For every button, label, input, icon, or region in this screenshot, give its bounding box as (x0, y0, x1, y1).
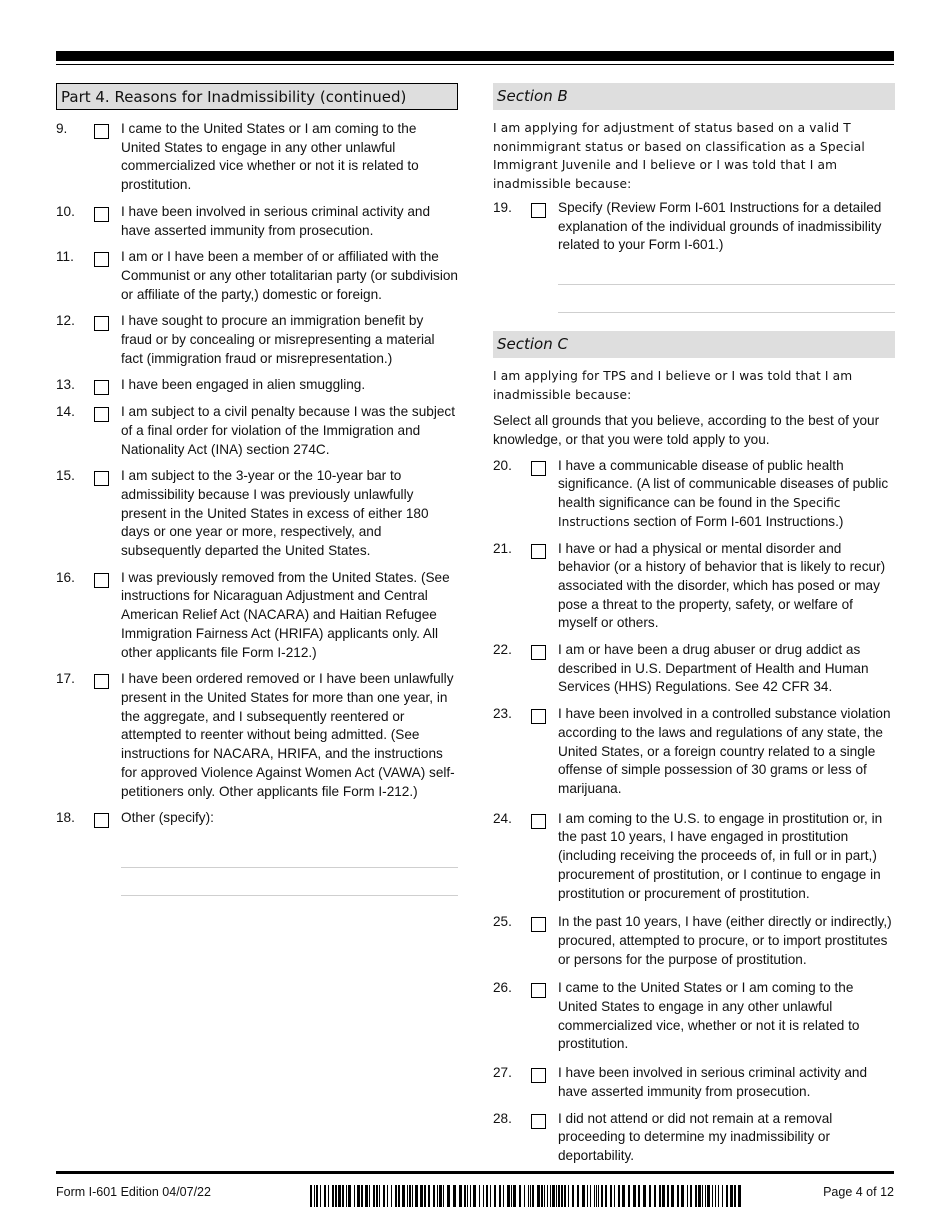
section-b-header: Section B (493, 83, 895, 110)
item-text: I am subject to a civil penalty because I was the subject of a final order for violation of the Immigration and Nationality Act (INA) section 274C. (121, 404, 455, 457)
page-number: Page 4 of 12 (823, 1185, 894, 1199)
specific-instructions-ref: Specific Instructions (558, 496, 841, 529)
item-text: In the past 10 years, I have (either directly or indirectly,) procured, attempted to procure, or to import prostitutes or persons for the purpose of prostitution. (558, 914, 892, 967)
item-number: 21. (493, 540, 512, 556)
item-number: 16. (56, 569, 75, 585)
section-c-intro: I am applying for TPS and I believe or I was told that I am inadmissible because: (493, 368, 853, 402)
item-19 (493, 199, 895, 255)
item-text (558, 457, 895, 532)
right-column (493, 83, 895, 1166)
item-text: I have been involved in serious criminal activity and have asserted immunity from prosecution. (558, 1065, 868, 1099)
item-number: 22. (493, 642, 512, 658)
item-number: 14. (56, 404, 75, 420)
item-text: I came to the United States or I am coming to the United States to engage in any other unlawful commercialized vice, whether or not it is related to prostitution. (558, 980, 860, 1052)
item-number: 25. (493, 914, 512, 930)
item-text: I have been ordered removed or I have been unlawfully present in the United States for more than one year, in the aggregate, and I subsequently reentered or attempted to reenter without being admitted. (See instructions for NACARA, HRIFA, and the instructions for approved Violence Against Women Act (VAWA) self-petitioners only. Other applicants file Form I-212.) (121, 671, 455, 799)
item-number: 18. (56, 810, 75, 826)
item-text: Other (specify): (121, 810, 214, 826)
item-number: 10. (56, 203, 75, 219)
left-column (56, 83, 458, 896)
item-text: I am subject to the 3-year or the 10-year bar to admissibility because I was previously unlawfully present in the United States in excess of either 180 days or one year or more, respectively, and subsequently departed the United States. (121, 468, 429, 559)
item-18 (56, 809, 458, 828)
item-14 (56, 403, 458, 459)
checkbox-item-12[interactable] (94, 316, 109, 331)
item-11 (56, 248, 458, 304)
item-20 (493, 457, 895, 532)
item-text: I am or I have been a member of or affiliated with the Communist or any other totalitarian party (or subdivision or affiliate of the party,) domestic or foreign. (121, 249, 458, 302)
item-10 (56, 203, 458, 240)
item-number: 20. (493, 457, 512, 473)
checkbox-item-25[interactable] (531, 917, 546, 932)
checkbox-item-28[interactable] (531, 1114, 546, 1129)
item-9 (56, 120, 458, 195)
checkbox-item-26[interactable] (531, 983, 546, 998)
item-text-part: section of Form I-601 Instructions.) (629, 513, 844, 529)
bottom-rule (56, 1171, 894, 1174)
item-24 (493, 810, 895, 904)
item-25 (493, 913, 895, 969)
item-number: 12. (56, 313, 75, 329)
checkbox-item-20[interactable] (531, 461, 546, 476)
item-text: I did not attend or did not remain at a removal proceeding to determine my inadmissibility or deportability. (558, 1110, 833, 1163)
item-28 (493, 1110, 895, 1166)
checkbox-item-17[interactable] (94, 674, 109, 689)
item-number: 15. (56, 468, 75, 484)
item-text: Specify (Review Form I-601 Instructions for a detailed explanation of the individual grounds of inadmissibility related to your Form I-601.) (558, 199, 882, 253)
checkbox-item-11[interactable] (94, 252, 109, 267)
checkbox-item-14[interactable] (94, 407, 109, 422)
checkbox-item-19[interactable] (531, 203, 546, 218)
item-26 (493, 979, 895, 1054)
specify-line-2[interactable] (558, 285, 895, 313)
item-number: 28. (493, 1110, 512, 1126)
item-text: I have sought to procure an immigration benefit by fraud or by concealing or misrepresenting a material fact (immigration fraud or misrepresentation.) (121, 313, 435, 366)
other-specify-line-2[interactable] (121, 868, 458, 896)
checkbox-item-9[interactable] (94, 124, 109, 139)
item-number: 27. (493, 1065, 512, 1081)
item-number: 19. (493, 199, 512, 215)
other-specify-line-1[interactable] (121, 840, 458, 868)
part-header: Part 4. Reasons for Inadmissibility (continued) (56, 83, 458, 110)
item-number: 13. (56, 377, 75, 393)
checkbox-item-10[interactable] (94, 207, 109, 222)
item-text: I am or have been a drug abuser or drug addict as described in U.S. Department of Health and Human Services (HHS) Regulations. See 42 CFR 34. (558, 642, 869, 695)
item-13 (56, 376, 458, 395)
top-rule (56, 51, 894, 61)
top-thin-rule (56, 64, 894, 65)
item-number: 9. (56, 121, 68, 136)
section-b-intro: I am applying for adjustment of status based on a valid T nonimmigrant status or based on classification as a Special Immigrant Juvenile and I believe or I was told that I am inadmissible because: (493, 121, 865, 192)
item-text: I have been involved in a controlled substance violation according to the laws and regulations of any state, the United States, or a foreign country related to a single offense of simple possession of 30 grams or less of marijuana. (558, 706, 891, 796)
item-number: 23. (493, 706, 512, 722)
item-17 (56, 670, 458, 801)
item-number: 11. (56, 249, 74, 265)
checkbox-item-24[interactable] (531, 814, 546, 829)
item-21 (493, 540, 895, 634)
checkbox-item-27[interactable] (531, 1068, 546, 1083)
item-16 (56, 569, 458, 663)
item-12 (56, 312, 458, 368)
item-text: I came to the United States or I am coming to the United States to engage in any other unlawful commercialized vice whether or not it is related to prostitution. (121, 121, 419, 193)
barcode-icon (310, 1185, 742, 1207)
section-c-header: Section C (493, 331, 895, 358)
checkbox-item-22[interactable] (531, 645, 546, 660)
item-text: I have been involved in serious criminal activity and have asserted immunity from prosecution. (121, 203, 431, 238)
checkbox-item-21[interactable] (531, 544, 546, 559)
item-23 (493, 705, 895, 799)
item-27 (493, 1064, 895, 1101)
select-all-instructions: Select all grounds that you believe, according to the best of your knowledge, or that you were told apply to you. (493, 413, 880, 448)
checkbox-item-15[interactable] (94, 471, 109, 486)
checkbox-item-18[interactable] (94, 813, 109, 828)
item-22 (493, 641, 895, 697)
item-text: I am coming to the U.S. to engage in prostitution or, in the past 10 years, I have engaged in prostitution (including receiving the proceeds of, in full or in part,) procurement of prostitution, or I continue to engage in prostitution or procurement of prostitution. (558, 810, 883, 901)
item-text: I have or had a physical or mental disorder and behavior (or a history of behavior that is likely to recur) associated with the disorder, which has posed or may pose a threat to the property, safety, or welfare of myself or others. (558, 540, 886, 631)
form-edition: Form I-601 Edition 04/07/22 (56, 1185, 211, 1199)
item-number: 24. (493, 810, 512, 826)
item-text: I have been engaged in alien smuggling. (121, 377, 366, 393)
item-number: 26. (493, 980, 512, 996)
specify-line-1[interactable] (558, 257, 895, 285)
checkbox-item-16[interactable] (94, 573, 109, 588)
checkbox-item-23[interactable] (531, 709, 546, 724)
item-text: I was previously removed from the United States. (See instructions for Nicaraguan Adjustment and Central American Relief Act (NACARA) and Haitian Refugee Immigration Fairness Act (HRIFA) applicants only. All other applicants file Form I-212.) (121, 569, 450, 660)
checkbox-item-13[interactable] (94, 380, 109, 395)
item-15 (56, 467, 458, 561)
item-text-part: I have a communicable disease of public health significance. (A list of communicable diseases of public health significance can be found in the (558, 457, 889, 511)
item-number: 17. (56, 671, 75, 687)
